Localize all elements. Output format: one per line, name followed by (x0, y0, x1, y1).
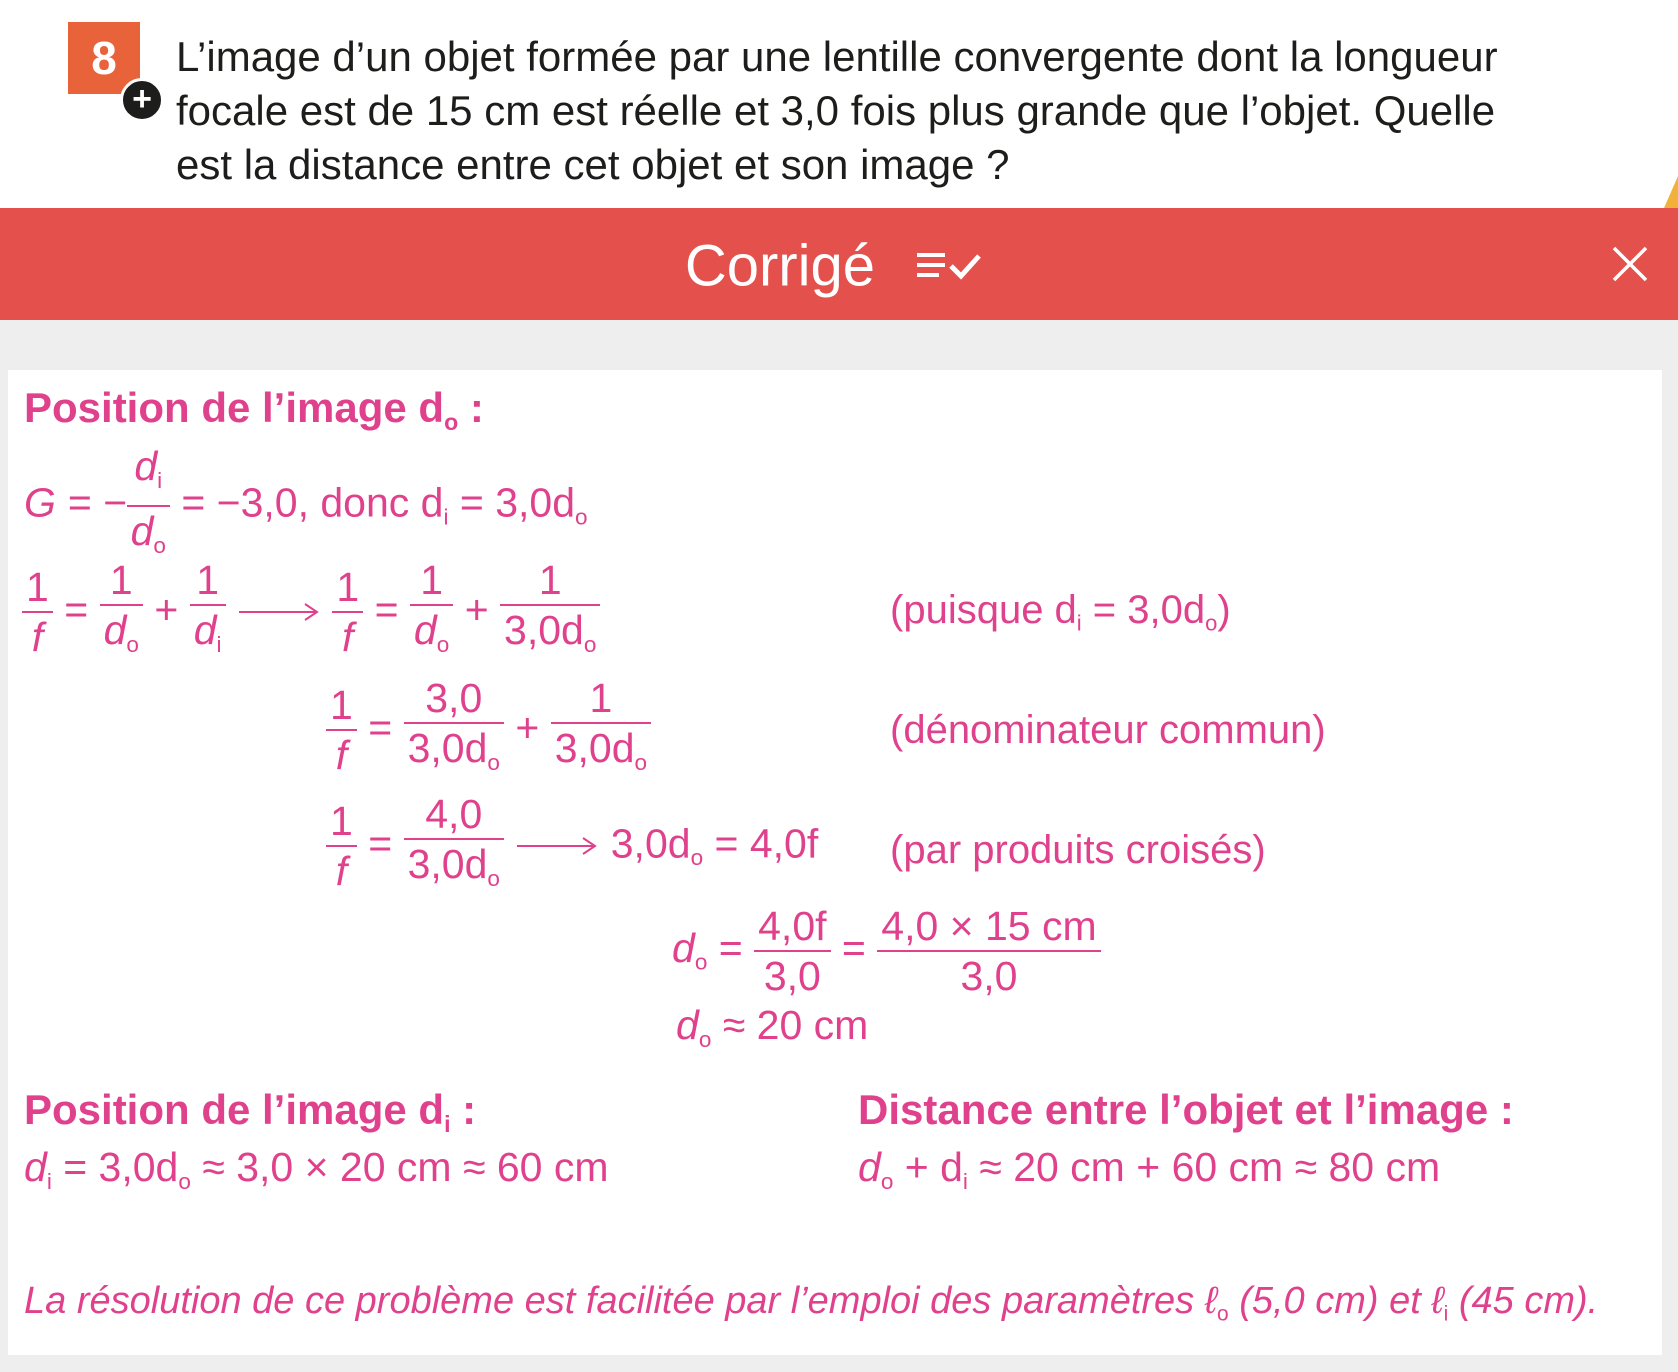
numerator: d (134, 443, 158, 489)
section-heading-distance (858, 1086, 1514, 1134)
eq-text: = 3,0d (448, 479, 576, 526)
plus-sign: + (515, 704, 540, 751)
subscript: o (634, 749, 648, 775)
fraction-di-do (127, 442, 170, 570)
numerator: 1 (420, 557, 443, 603)
subscript: i (962, 1168, 968, 1194)
denominator: d (130, 507, 154, 554)
equation-cross-product (326, 790, 818, 903)
numerator: 4,0f (758, 903, 827, 949)
subscript: o (178, 1168, 191, 1194)
numerator: 4,0 (425, 791, 483, 837)
denominator: 3,0d (504, 607, 584, 653)
answer-area (0, 320, 1678, 1372)
right-arrow-icon (515, 836, 599, 856)
eq-text: d (858, 1144, 881, 1190)
numerator: 1 (330, 682, 353, 729)
subscript: o (487, 749, 500, 775)
denominator: f (326, 845, 357, 895)
numerator: 1 (26, 564, 49, 611)
denominator: 3,0 (754, 950, 830, 1000)
denominator: d (193, 607, 217, 653)
corrige-header-bar (0, 208, 1678, 320)
close-icon[interactable] (1610, 244, 1650, 284)
equals-sign: = (368, 820, 393, 867)
note-denominateur (890, 708, 1326, 753)
numerator: 1 (196, 557, 220, 603)
question-block (0, 0, 1678, 208)
note-text: ) (1217, 588, 1231, 632)
heading-text: Position de l’image d (24, 1086, 445, 1133)
eq-text: = −3,0, donc d (169, 479, 444, 526)
plus-sign: + (464, 586, 489, 633)
note-produits-croises (890, 828, 1266, 873)
subscript: o (694, 949, 708, 975)
eq-text: d (672, 924, 695, 971)
heading-colon: : (458, 384, 484, 431)
subscript: o (690, 845, 704, 871)
footnote-text: La résolution de ce problème est facilitée par l’emploi des paramètres ℓ (24, 1280, 1218, 1322)
right-arrow-icon (237, 602, 321, 622)
subscript: o (126, 631, 139, 657)
corrige-title (0, 230, 1678, 300)
subscript: o (880, 1168, 894, 1194)
question-text (176, 30, 1626, 192)
note-text: (dénominateur commun) (890, 708, 1326, 752)
equation-distance-result (858, 1144, 1440, 1195)
eq-text: ≈ 20 cm (711, 1002, 869, 1048)
numerator: 1 (589, 675, 613, 721)
subscript: i (216, 631, 222, 657)
section-heading-position-do (24, 384, 484, 436)
denominator: 3,0d (407, 725, 488, 771)
subscript: i (1076, 610, 1082, 636)
note-puisque (890, 588, 1231, 637)
denominator: f (326, 729, 357, 779)
eq-text: 3,0d (610, 820, 691, 867)
note-text: (puisque d (890, 588, 1077, 632)
heading-text: Distance entre l’objet et l’image : (858, 1086, 1514, 1133)
equation-common-denominator (326, 674, 651, 787)
subscript: o (436, 631, 450, 657)
note-text: = 3,0d (1081, 588, 1206, 632)
decorative-tab (1664, 176, 1678, 208)
note-text: (par produits croisés) (890, 828, 1266, 872)
equals-sign: = (64, 586, 89, 633)
heading-colon: : (450, 1086, 477, 1133)
eq-text: ≈ 20 cm + 60 cm ≈ 80 cm (967, 1144, 1441, 1190)
subscript: o (575, 504, 588, 530)
equals-sign: = (841, 924, 866, 971)
eq-text: = 3,0d (51, 1144, 179, 1190)
equals-sign: = (374, 586, 399, 633)
answer-card (8, 370, 1662, 1355)
subscript: i (443, 504, 449, 530)
footnote (24, 1280, 1598, 1326)
heading-subscript: i (444, 1111, 451, 1138)
eq-text: d (24, 1144, 47, 1190)
subscript: o (583, 631, 597, 657)
subscript: o (1217, 1302, 1229, 1326)
eq-text: ≈ 3,0 × 20 cm ≈ 60 cm (190, 1144, 609, 1190)
denominator: d (413, 607, 437, 653)
denominator: d (103, 607, 127, 653)
subscript: i (157, 467, 163, 493)
denominator: 3,0d (554, 725, 635, 771)
denominator: f (22, 611, 53, 661)
eq-text: + d (893, 1144, 963, 1190)
subscript: i (46, 1168, 52, 1194)
heading-text: Position de l’image d (24, 384, 445, 431)
plus-icon[interactable]: + (120, 78, 164, 122)
equation-magnification (24, 442, 588, 570)
question-number: 8 (91, 32, 117, 84)
denominator: 3,0d (407, 841, 488, 887)
subscript: o (153, 532, 166, 558)
subscript: o (1205, 610, 1218, 636)
equals-sign: = (718, 924, 743, 971)
denominator: 3,0 (877, 950, 1100, 1000)
numerator: 4,0 × 15 cm (881, 903, 1097, 949)
question-line: est la distance entre cet objet et son image ? (176, 141, 1010, 188)
section-heading-position-di (24, 1086, 476, 1138)
denominator: f (332, 611, 363, 661)
equation-do-value (672, 902, 1101, 1000)
question-line: focale est de 15 cm est réelle et 3,0 fois plus grande que l’objet. Quelle (176, 87, 1496, 134)
numerator: 1 (538, 557, 562, 603)
eq-text: G = − (24, 479, 127, 526)
checklist-icon (917, 250, 993, 284)
eq-text: d (676, 1002, 699, 1048)
numerator: 3,0 (425, 675, 483, 721)
footnote-text: (5,0 cm) et ℓ (1228, 1280, 1444, 1322)
subscript: o (487, 865, 500, 891)
equals-sign: = (368, 704, 393, 751)
eq-text: = 4,0f (703, 820, 819, 867)
subscript: i (1443, 1302, 1449, 1326)
plus-sign: + (154, 586, 179, 633)
numerator: 1 (336, 564, 360, 611)
numerator: 1 (330, 798, 353, 845)
question-line: L’image d’un objet formée par une lentille convergente dont la longueur (176, 33, 1498, 80)
equation-lens-formula (22, 556, 600, 669)
equation-di-result (24, 1144, 609, 1195)
equation-do-result (676, 1002, 868, 1053)
heading-subscript: o (444, 409, 459, 436)
footnote-text: (45 cm). (1448, 1280, 1599, 1322)
numerator: 1 (109, 557, 133, 603)
corrige-title-text: Corrigé (684, 233, 876, 299)
subscript: o (698, 1026, 712, 1052)
